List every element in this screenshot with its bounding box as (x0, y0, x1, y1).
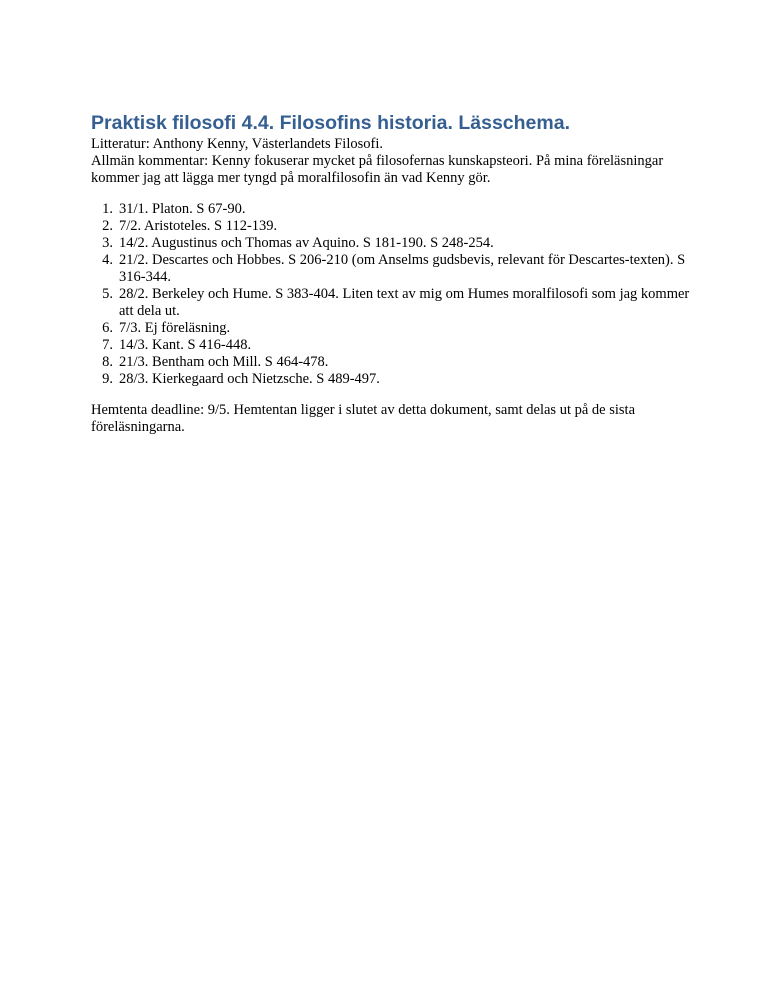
list-item-number: 8. (102, 354, 113, 370)
list-item-number: 5. (102, 286, 113, 302)
list-item (91, 286, 691, 320)
list-item-number: 1. (102, 201, 113, 217)
list-item (91, 235, 691, 252)
list-item-text: 7/3. Ej föreläsning. (119, 320, 231, 336)
list-item-number: 4. (102, 252, 113, 268)
list-item (91, 252, 691, 286)
list-item-number: 3. (102, 235, 113, 251)
document-body (91, 111, 691, 436)
list-item-text: 21/2. Descartes och Hobbes. S 206-210 (om Anselms gudsbevis, relevant för Descartes-texten). S 316-344. (119, 252, 686, 285)
list-item-number: 9. (102, 371, 113, 387)
list-item (91, 320, 691, 337)
list-item-text: 28/3. Kierkegaard och Nietzsche. S 489-497. (119, 371, 380, 387)
list-item-text: 14/2. Augustinus och Thomas av Aquino. S 181-190. S 248-254. (119, 235, 494, 251)
list-item-text: 7/2. Aristoteles. S 112-139. (119, 218, 278, 234)
list-item (91, 218, 691, 235)
list-item-number: 2. (102, 218, 113, 234)
document-title: Praktisk filosofi 4.4. Filosofins historia. Lässchema. (91, 112, 570, 134)
reading-schedule-list (91, 201, 691, 388)
literature-line: Litteratur: Anthony Kenny, Västerlandets Filosofi. (91, 136, 383, 152)
list-item (91, 371, 691, 388)
list-item (91, 201, 691, 218)
exam-deadline: Hemtenta deadline: 9/5. Hemtentan ligger i slutet av detta dokument, samt delas ut på de sista föreläsningarna. (91, 402, 636, 435)
general-comment: Allmän kommentar: Kenny fokuserar mycket på filosofernas kunskapsteori. På mina föreläsningar kommer jag att lägga mer tyngd på moralfilosofin än vad Kenny gör. (91, 153, 664, 186)
list-item-text: 21/3. Bentham och Mill. S 464-478. (119, 354, 329, 370)
list-item (91, 354, 691, 371)
list-item-text: 14/3. Kant. S 416-448. (119, 337, 252, 353)
list-item-text: 31/1. Platon. S 67-90. (119, 201, 246, 217)
list-item-text: 28/2. Berkeley och Hume. S 383-404. Liten text av mig om Humes moralfilosofi som jag kommer att dela ut. (119, 286, 690, 319)
list-item-number: 7. (102, 337, 113, 353)
list-item-number: 6. (102, 320, 113, 336)
list-item (91, 337, 691, 354)
